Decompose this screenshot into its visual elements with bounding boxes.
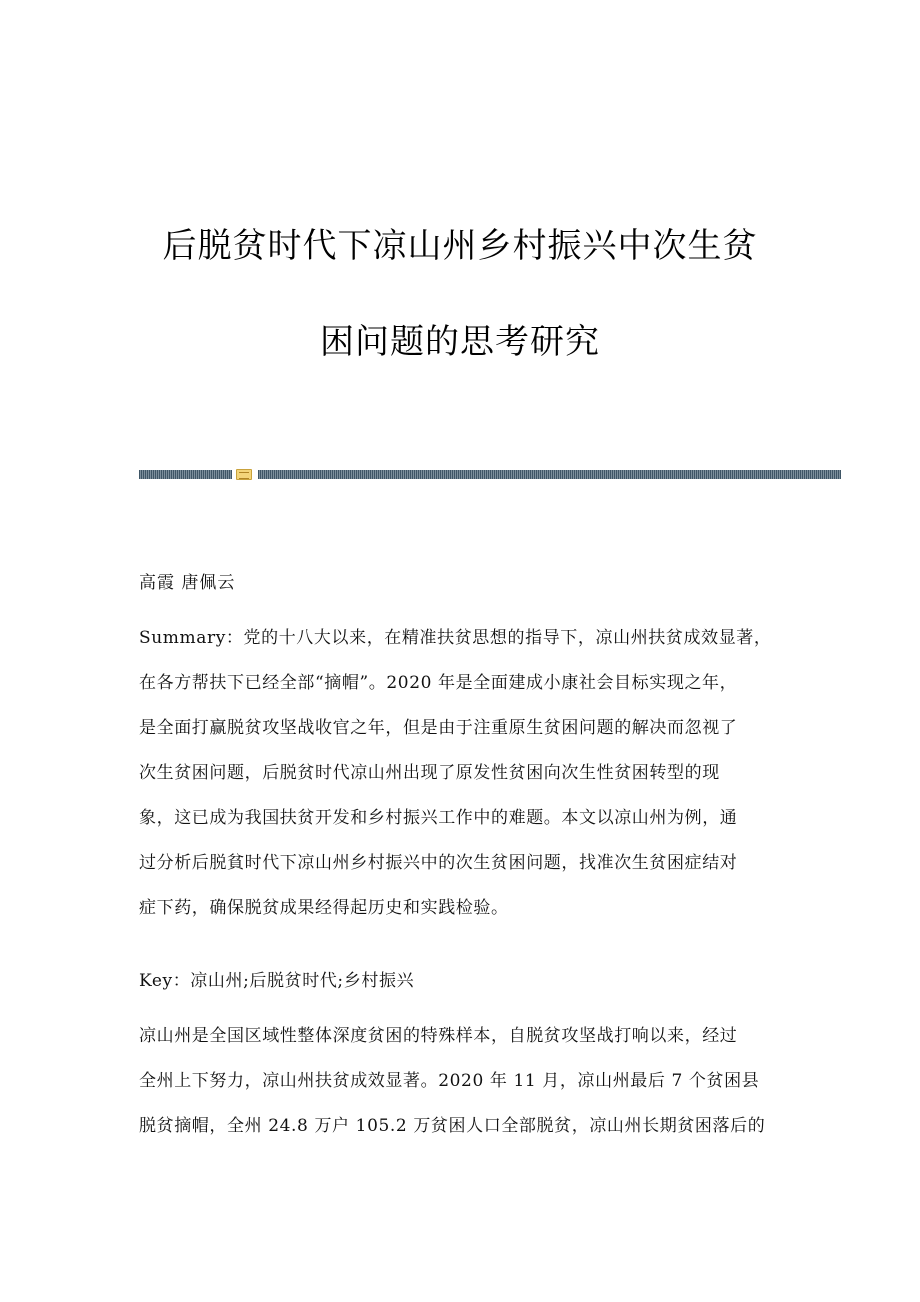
summary-paragraph — [139, 616, 779, 931]
author-names: 高霞 唐佩云 — [139, 573, 236, 593]
title-divider-left — [139, 470, 232, 479]
keywords-line: Key：凉山州;后脱贫时代;乡村振兴 — [139, 971, 415, 991]
ornament-icon — [236, 469, 252, 480]
summary-line: 在各方帮扶下已经全部“摘帽”。2020 年是全面建成小康社会目标实现之年， — [139, 673, 738, 693]
summary-line: 象，这已成为我国扶贫开发和乡村振兴工作中的难题。本文以凉山州为例，通 — [139, 808, 738, 828]
summary-line: Summary：党的十八大以来，在精准扶贫思想的指导下，凉山州扶贫成效显著， — [139, 628, 772, 648]
document-title-line-2: 困问题的思考研究 — [320, 322, 600, 362]
document-title-line-1: 后脱贫时代下凉山州乡村振兴中次生贫 — [162, 226, 758, 266]
body-line: 凉山州是全国区域性整体深度贫困的特殊样本，自脱贫攻坚战打响以来，经过 — [139, 1026, 738, 1046]
body-paragraph — [139, 1014, 779, 1149]
summary-line: 过分析后脱貧时代下凉山州乡村振兴中的次生贫困问题，找准次生贫困症结对 — [139, 853, 738, 873]
title-divider-right — [258, 470, 841, 479]
body-line: 全州上下努力，凉山州扶贫成效显著。2020 年 11 月，凉山州最后 7 个贫困县 — [139, 1071, 760, 1091]
summary-line: 次生贫困问题，后脱贫时代凉山州出现了原发性贫困向次生性贫困转型的现 — [139, 763, 720, 783]
keywords-paragraph — [139, 959, 779, 1004]
summary-line: 症下药，确保脱贫成果经得起历史和实践检验。 — [139, 898, 509, 918]
body-line: 脱贫摘帽，全州 24.8 万户 105.2 万贫困人口全部脱贫，凉山州长期贫困落后的 — [139, 1116, 766, 1136]
summary-line: 是全面打赢脱贫攻坚战收官之年，但是由于注重原生贫困问题的解决而忽视了 — [139, 718, 738, 738]
